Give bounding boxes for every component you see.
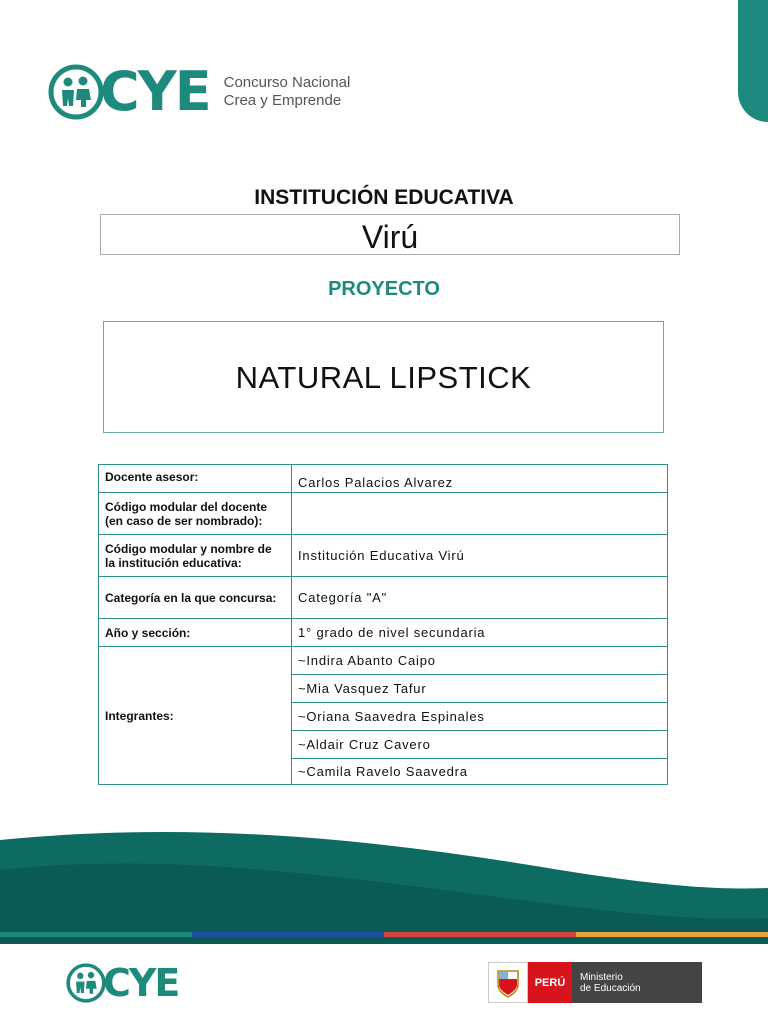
footer-logo-wordmark: CYE xyxy=(103,961,179,1005)
docente-label: Docente asesor: xyxy=(99,465,292,493)
footer-wave-decoration xyxy=(0,810,768,944)
codigo-ie-value: Institución Educativa Virú xyxy=(292,535,668,577)
peru-minedu-logo xyxy=(488,962,702,1003)
institution-name-box xyxy=(100,214,680,255)
ministry-label xyxy=(572,962,702,1003)
codigo-docente-label: Código modular del docente (en caso de ser nombrado): xyxy=(99,493,292,535)
footer-color-strip xyxy=(0,932,768,937)
children-icon xyxy=(66,963,106,1003)
ministry-line1: Ministerio xyxy=(580,971,623,983)
table-row xyxy=(99,619,668,647)
peru-crest-icon xyxy=(488,962,528,1003)
peru-label: PERÚ xyxy=(528,962,572,1003)
codigo-ie-label: Código modular y nombre de la institución educativa: xyxy=(99,535,292,577)
ministry-line2: de Educación xyxy=(580,982,641,994)
corner-decoration xyxy=(738,0,768,122)
strip-blue xyxy=(192,932,384,937)
codigo-docente-value xyxy=(292,493,668,535)
project-name: NATURAL LIPSTICK xyxy=(235,360,532,395)
table-row xyxy=(99,535,668,577)
logo-wordmark: CYE xyxy=(100,60,210,123)
table-row xyxy=(99,493,668,535)
project-info-table xyxy=(98,464,668,785)
children-icon xyxy=(48,64,104,120)
table-row xyxy=(99,647,668,675)
strip-red xyxy=(384,932,576,937)
integrantes-label: Integrantes: xyxy=(99,647,292,785)
logo-subtitle-line1: Concurso Nacional xyxy=(223,74,351,91)
categoria-value: Categoría "A" xyxy=(292,577,668,619)
logo-subtitle-line2: Crea y Emprende xyxy=(223,92,342,109)
docente-value: Carlos Palacios Alvarez xyxy=(292,465,668,493)
project-name-box xyxy=(103,321,664,433)
table-row xyxy=(99,465,668,493)
strip-orange xyxy=(576,932,768,937)
project-heading: PROYECTO xyxy=(328,278,440,300)
institution-name: Virú xyxy=(361,219,419,255)
strip-teal xyxy=(0,932,192,937)
integrante-3: ~Oriana Saavedra Espinales xyxy=(292,703,668,731)
table-row xyxy=(99,577,668,619)
integrante-2: ~Mia Vasquez Tafur xyxy=(292,675,668,703)
anio-label: Año y sección: xyxy=(99,619,292,647)
categoria-label: Categoría en la que concursa: xyxy=(99,577,292,619)
coat-of-arms-icon xyxy=(493,967,523,999)
integrante-4: ~Aldair Cruz Cavero xyxy=(292,731,668,759)
anio-value: 1° grado de nivel secundaria xyxy=(292,619,668,647)
cye-logo xyxy=(48,60,351,123)
integrante-1: ~Indira Abanto Caipo xyxy=(292,647,668,675)
logo-subtitle xyxy=(224,74,351,110)
integrante-5: ~Camila Ravelo Saavedra xyxy=(292,759,668,785)
institution-heading: INSTITUCIÓN EDUCATIVA xyxy=(254,186,514,209)
footer-cye-logo xyxy=(66,962,178,1004)
